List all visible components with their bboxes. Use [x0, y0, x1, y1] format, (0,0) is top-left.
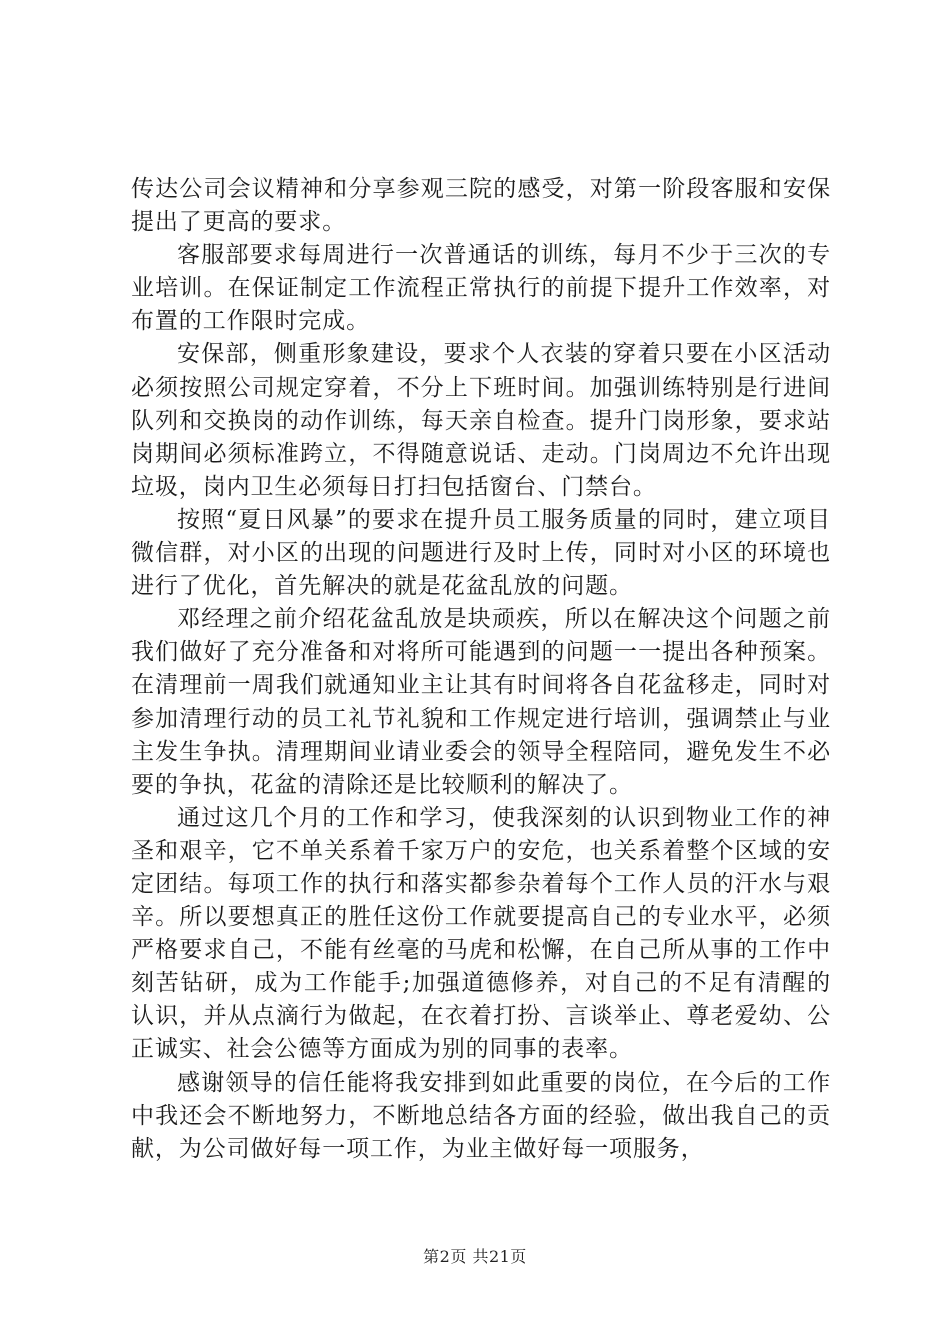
paragraph-1: 传达公司会议精神和分享参观三院的感受，对第一阶段客服和安保提出了更高的要求。 [131, 176, 831, 236]
paragraph-4: 按照“夏日风暴”的要求在提升员工服务质量的同时，建立项目微信群，对小区的出现的问题进行及时上传，同时对小区的环境也进行了优化，首先解决的就是花盆乱放的问题。 [131, 506, 831, 600]
paragraph-5: 邓经理之前介绍花盆乱放是块顽疾，所以在解决这个问题之前我们做好了充分准备和对将所可能遇到的问题一一提出各种预案。在清理前一周我们就通知业主让其有时间将各自花盆移走，同时对参加清理行动的员工礼节礼貌和工作规定进行培训，强调禁止与业主发生争执。清理期间业请业委会的领导全程陪同，避免发生不必要的争执，花盆的清除还是比较顺利的解决了。 [131, 606, 831, 798]
paragraph-6: 通过这几个月的工作和学习，使我深刻的认识到物业工作的神圣和艰辛，它不单关系着千家万户的安危，也关系着整个区域的安定团结。每项工作的执行和落实都参杂着每个工作人员的汗水与艰辛。所以要想真正的胜任这份工作就要提高自己的专业水平，必须严格要求自己，不能有丝毫的马虎和松懈，在自己所从事的工作中刻苦钻研，成为工作能手;加强道德修养，对自己的不足有清醒的认识，并从点滴行为做起，在衣着打扮、言谈举止、尊老爱幼、公正诚实、社会公德等方面成为别的同事的表率。 [131, 804, 831, 1063]
paragraph-2: 客服部要求每周进行一次普通话的训练，每月不少于三次的专业培训。在保证制定工作流程正常执行的前提下提升工作效率，对布置的工作限时完成。 [131, 242, 831, 335]
document-body [131, 173, 831, 1166]
paragraph-7: 感谢领导的信任能将我安排到如此重要的岗位，在今后的工作中我还会不断地努力，不断地总结各方面的经验，做出我自己的贡献，为公司做好每一项工作，为业主做好每一项服务， [131, 1069, 831, 1162]
page-footer: 第2页 共21页 [423, 1247, 527, 1266]
paragraph-3: 安保部，侧重形象建设，要求个人衣装的穿着只要在小区活动必须按照公司规定穿着，不分上下班时间。加强训练特别是行进间队列和交换岗的动作训练，每天亲自检查。提升门岗形象，要求站岗期间必须标准跨立，不得随意说话、走动。门岗周边不允许出现垃圾，岗内卫生必须每日打扫包括窗台、门禁台。 [131, 341, 831, 500]
